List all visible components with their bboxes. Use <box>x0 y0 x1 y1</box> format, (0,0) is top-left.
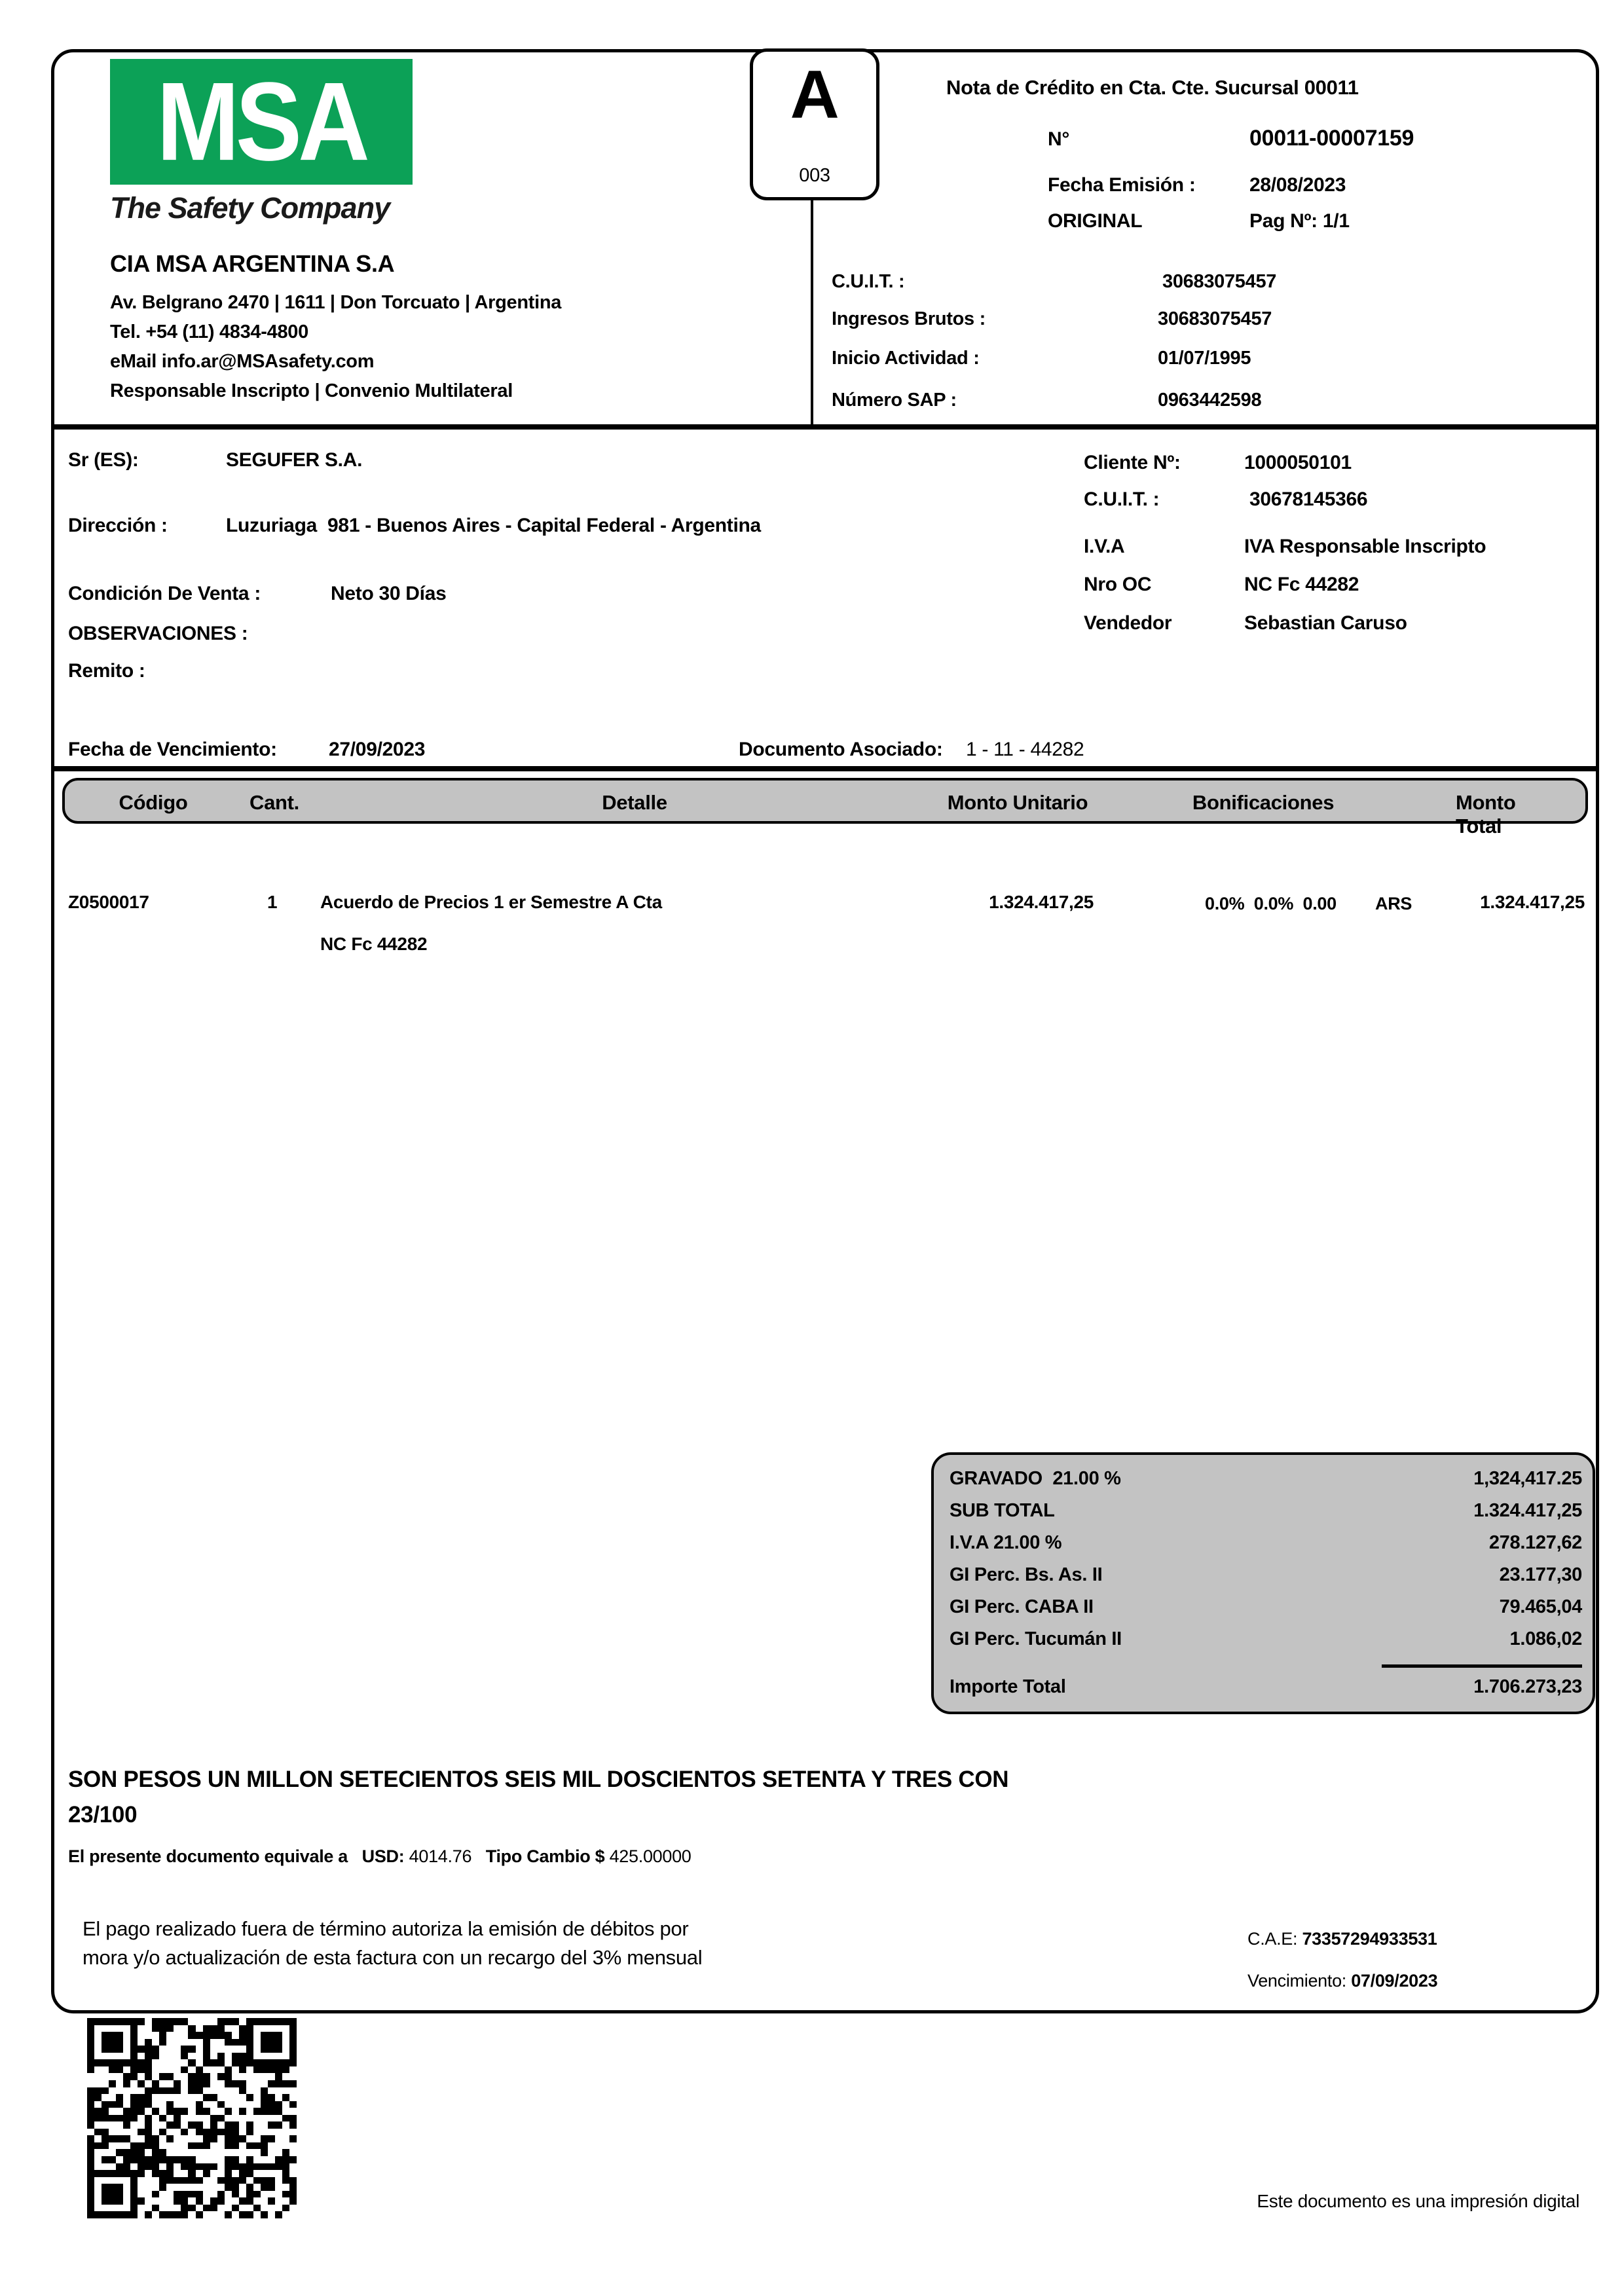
totals-label: I.V.A 21.00 % <box>950 1532 1062 1553</box>
exchange-rate-label: Tipo Cambio $ <box>485 1846 605 1866</box>
company-name: CIA MSA ARGENTINA S.A <box>110 250 395 277</box>
grand-total-value: 1.706.273,23 <box>1473 1676 1582 1697</box>
totals-box <box>931 1452 1595 1714</box>
totals-label: GI Perc. Bs. As. II <box>950 1564 1103 1585</box>
customer-name: SEGUFER S.A. <box>226 449 363 471</box>
customer-oc: NC Fc 44282 <box>1244 574 1359 595</box>
issue-date: 28/08/2023 <box>1249 174 1346 196</box>
sale-condition-label: Condición De Venta : <box>68 583 261 604</box>
header-vertical-divider <box>811 196 813 427</box>
customer-address: Luzuriaga 981 - Buenos Aires - Capital Federal - Argentina <box>226 515 761 536</box>
usd-label: USD: <box>361 1846 405 1866</box>
page-number: Pag Nº: 1/1 <box>1249 210 1350 232</box>
totals-value: 23.177,30 <box>1499 1564 1582 1585</box>
cae-number: 73357294933531 <box>1302 1929 1437 1949</box>
totals-value: 79.465,04 <box>1499 1596 1582 1617</box>
doc-number-label: N° <box>1048 128 1070 150</box>
header-section-divider <box>51 424 1599 430</box>
item-detail-line2: NC Fc 44282 <box>320 934 428 954</box>
msa-logo-tagline: The Safety Company <box>110 191 390 225</box>
associated-doc-label: Documento Asociado: <box>739 739 943 760</box>
due-date: 27/09/2023 <box>329 739 426 760</box>
vendor-label: Vendedor <box>1084 612 1172 634</box>
totals-label: GRAVADO 21.00 % <box>950 1468 1121 1489</box>
totals-row-perc-tucuman <box>950 1628 1582 1656</box>
item-currency: ARS <box>1375 894 1412 913</box>
client-number-label: Cliente Nº: <box>1084 452 1181 473</box>
items-table-header <box>62 778 1588 837</box>
table-section-divider <box>51 766 1599 771</box>
sale-condition: Neto 30 Días <box>331 583 447 604</box>
item-code: Z0500017 <box>68 892 149 912</box>
item-bonifications: 0.0% 0.0% 0.00 <box>1205 894 1337 913</box>
late-payment-notice-line1: El pago realizado fuera de término autoriza la emisión de débitos por <box>83 1917 689 1940</box>
due-date-label: Fecha de Vencimiento: <box>68 739 277 760</box>
vendor-name: Sebastian Caruso <box>1244 612 1407 634</box>
company-email: eMail info.ar@MSAsafety.com <box>110 351 375 372</box>
customer-address-label: Dirección : <box>68 515 168 536</box>
customer-sr-label: Sr (ES): <box>68 449 139 471</box>
item-unit-price: 1.324.417,25 <box>989 892 1094 912</box>
issue-date-label: Fecha Emisión : <box>1048 174 1196 196</box>
msa-logo <box>110 59 413 185</box>
observations-label: OBSERVACIONES : <box>68 623 248 644</box>
original-label: ORIGINAL <box>1048 210 1143 232</box>
customer-iva: IVA Responsable Inscripto <box>1244 536 1486 557</box>
col-header-monto-unitario: Monto Unitario <box>947 791 1088 814</box>
col-header-monto-total: Monto Total <box>1456 791 1516 837</box>
document-border <box>51 49 1599 2013</box>
totals-row-importe-total <box>950 1676 1582 1704</box>
col-header-codigo: Código <box>119 791 188 814</box>
customer-oc-label: Nro OC <box>1084 574 1152 595</box>
usd-value: 4014.76 <box>409 1846 472 1866</box>
totals-row-subtotal <box>950 1500 1582 1528</box>
item-qty: 1 <box>267 892 278 912</box>
late-payment-notice-line2: mora y/o actualización de esta factura con un recargo del 3% mensual <box>83 1946 703 1969</box>
company-cuit-label: C.U.I.T. : <box>832 271 905 292</box>
totals-value: 278.127,62 <box>1488 1532 1582 1553</box>
totals-label: SUB TOTAL <box>950 1500 1055 1521</box>
remito-label: Remito : <box>68 660 145 682</box>
customer-iva-label: I.V.A <box>1084 536 1125 557</box>
company-phone: Tel. +54 (11) 4834-4800 <box>110 321 308 342</box>
amount-in-words-line2: 23/100 <box>68 1802 138 1827</box>
totals-sum-line <box>1382 1664 1582 1668</box>
grand-total-label: Importe Total <box>950 1676 1066 1697</box>
invoice-type-code: 003 <box>799 165 830 186</box>
cae-label: C.A.E: <box>1247 1929 1298 1949</box>
totals-row-perc-bsas <box>950 1564 1582 1592</box>
doc-number: 00011-00007159 <box>1249 126 1414 151</box>
item-detail-line1: Acuerdo de Precios 1 er Semestre A Cta <box>320 892 662 912</box>
company-address: Av. Belgrano 2470 | 1611 | Don Torcuato | Argentina <box>110 292 562 313</box>
invoice-type-letter: A <box>790 57 840 133</box>
totals-label: GI Perc. CABA II <box>950 1596 1094 1617</box>
associated-doc: 1 - 11 - 44282 <box>966 739 1084 760</box>
totals-row-gravado <box>950 1468 1582 1496</box>
totals-value: 1.086,02 <box>1509 1628 1582 1649</box>
totals-value: 1,324,417.25 <box>1473 1468 1582 1489</box>
msa-logo-text: MSA <box>157 59 366 184</box>
customer-cuit-label: C.U.I.T. : <box>1084 488 1160 510</box>
company-start-date: 01/07/1995 <box>1158 348 1251 369</box>
cae-due-date: 07/09/2023 <box>1351 1971 1438 1991</box>
totals-label: GI Perc. Tucumán II <box>950 1628 1122 1649</box>
company-cuit: 30683075457 <box>1162 271 1277 292</box>
usd-equivalence <box>68 1846 692 1867</box>
cae-due-label: Vencimiento: <box>1247 1971 1346 1991</box>
company-iibb-label: Ingresos Brutos : <box>832 308 986 329</box>
totals-value: 1.324.417,25 <box>1473 1500 1582 1521</box>
totals-row-perc-caba <box>950 1596 1582 1624</box>
doc-title: Nota de Crédito en Cta. Cte. Sucursal 00011 <box>946 76 1359 99</box>
col-header-bonificaciones: Bonificaciones <box>1192 791 1335 814</box>
company-sap: 0963442598 <box>1158 390 1262 411</box>
company-sap-label: Número SAP : <box>832 390 957 411</box>
customer-cuit: 30678145366 <box>1249 488 1368 510</box>
amount-in-words-line1: SON PESOS UN MILLON SETECIENTOS SEIS MIL DOSCIENTOS SETENTA Y TRES CON <box>68 1767 1009 1792</box>
equiv-label: El presente documento equivale a <box>68 1846 348 1866</box>
qr-code <box>87 2018 297 2218</box>
invoice-type-box <box>750 48 879 200</box>
totals-row-iva <box>950 1532 1582 1560</box>
col-header-detalle: Detalle <box>602 791 667 814</box>
digital-print-note: Este documento es una impresión digital <box>1257 2191 1579 2211</box>
exchange-rate-value: 425.00000 <box>609 1846 692 1866</box>
company-start-label: Inicio Actividad : <box>832 348 980 369</box>
item-total: 1.324.417,25 <box>1480 892 1585 912</box>
company-iibb: 30683075457 <box>1158 308 1272 329</box>
cae-due-line <box>1247 1971 1437 1991</box>
col-header-cant: Cant. <box>249 791 300 814</box>
client-number: 1000050101 <box>1244 452 1352 473</box>
cae-line <box>1247 1929 1437 1949</box>
company-tax-status: Responsable Inscripto | Convenio Multilateral <box>110 380 513 401</box>
